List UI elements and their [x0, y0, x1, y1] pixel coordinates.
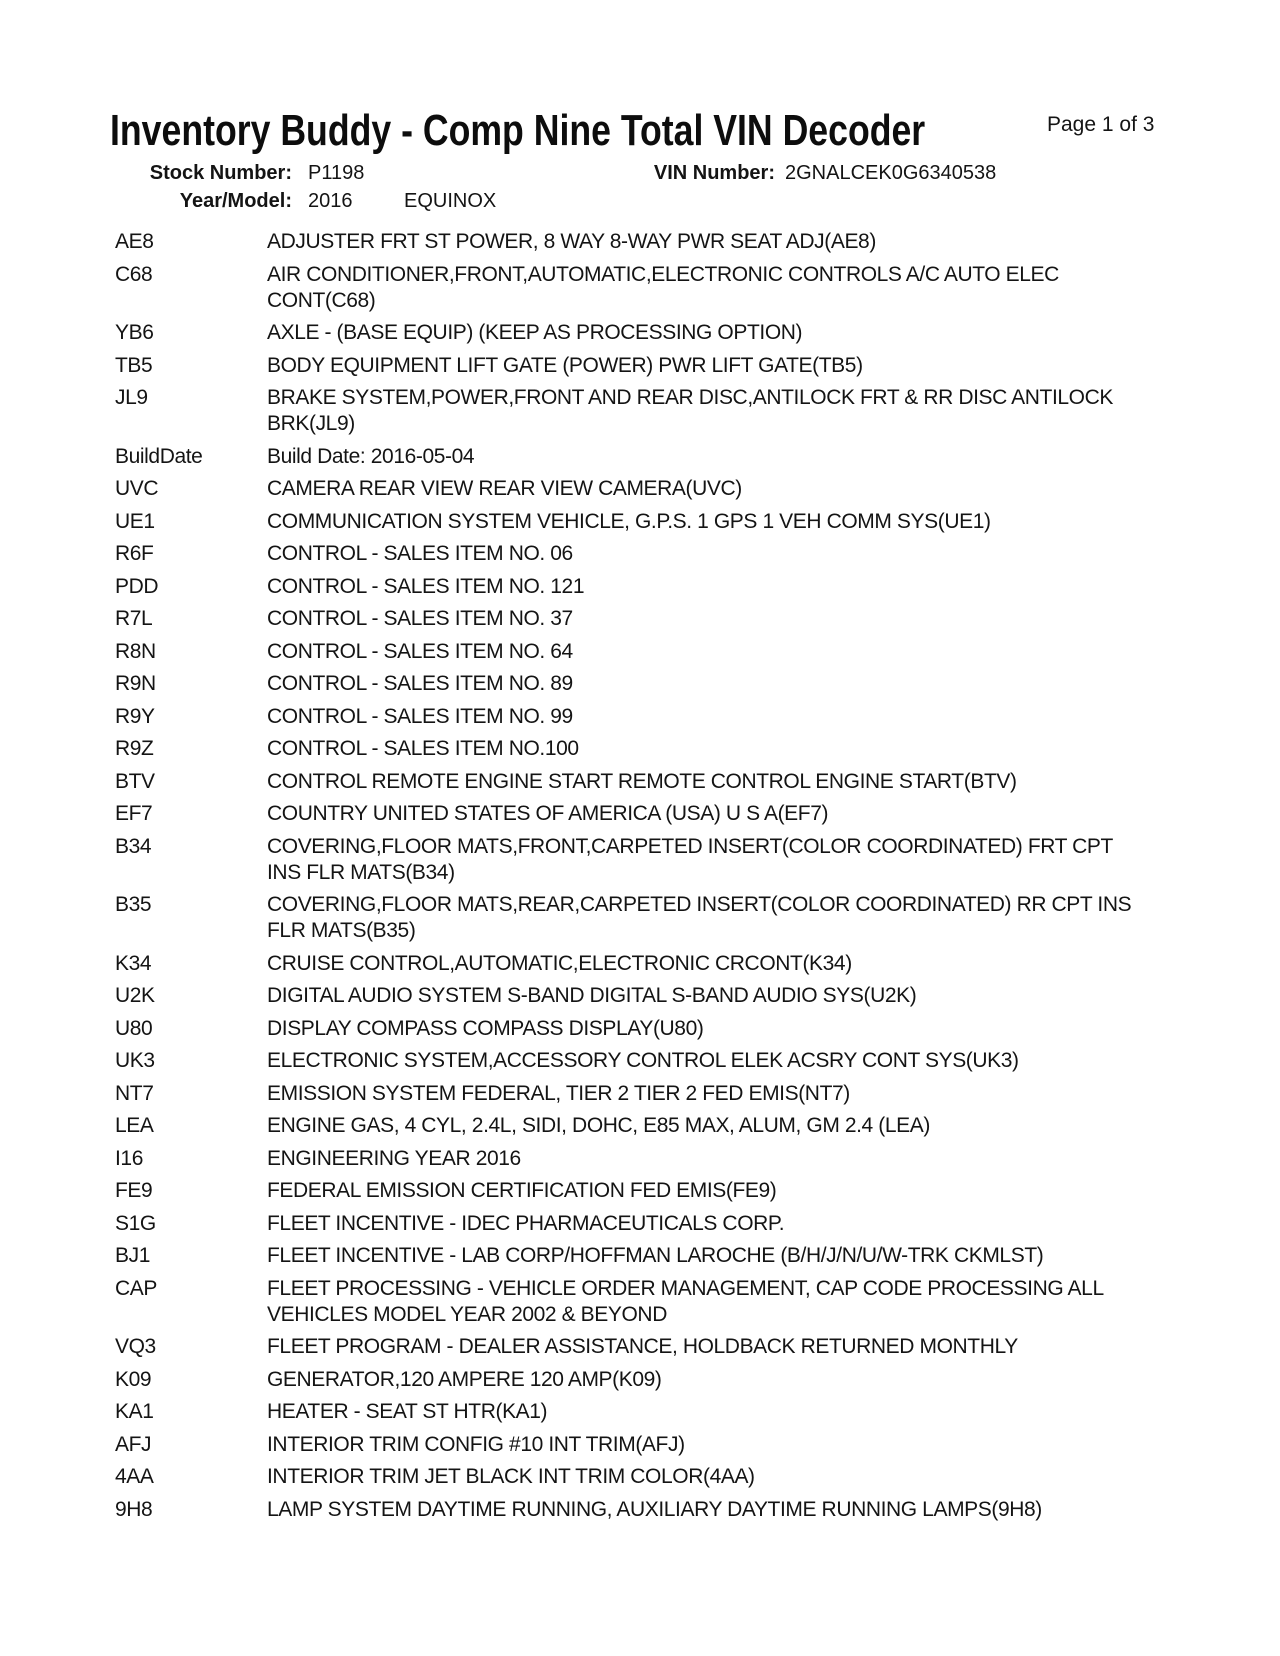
option-description: FLEET INCENTIVE - LAB CORP/HOFFMAN LAROCHE (B/H/J/N/U/W-TRK CKMLST): [267, 1244, 1044, 1267]
option-row: [115, 892, 1235, 944]
option-code: 9H8: [115, 1497, 153, 1521]
option-row: [115, 1497, 1235, 1523]
option-description: AIR CONDITIONER,FRONT,AUTOMATIC,ELECTRONIC CONTROLS A/C AUTO ELEC CONT(C68): [267, 262, 1059, 312]
option-code: R8N: [115, 639, 156, 663]
option-code: K09: [115, 1367, 152, 1391]
option-row: [115, 1464, 1235, 1490]
option-code: PDD: [115, 574, 159, 598]
option-description: CONTROL - SALES ITEM NO. 99: [267, 704, 573, 728]
option-description: LAMP SYSTEM DAYTIME RUNNING, AUXILIARY DAYTIME RUNNING LAMPS(9H8): [267, 1497, 1042, 1521]
option-code: B34: [115, 834, 152, 858]
year-model-label: Year/Model:: [179, 190, 292, 212]
option-code: R6F: [115, 542, 154, 565]
page-title: Inventory Buddy - Comp Nine Total VIN Decoder: [110, 106, 926, 155]
option-code-list: [115, 229, 1235, 1529]
option-code: R9Z: [115, 737, 154, 760]
option-row: [115, 1367, 1235, 1393]
option-description: FLEET INCENTIVE - IDEC PHARMACEUTICALS CORP.: [267, 1211, 785, 1235]
option-row: [115, 1048, 1235, 1074]
option-row: [115, 801, 1235, 827]
option-code: AE8: [115, 230, 154, 253]
option-code: I16: [115, 1146, 143, 1170]
option-row: [115, 1243, 1235, 1269]
option-description: GENERATOR,120 AMPERE 120 AMP(K09): [267, 1367, 662, 1391]
option-row: [115, 1211, 1235, 1237]
option-row: [115, 320, 1235, 346]
option-description: FEDERAL EMISSION CERTIFICATION FED EMIS(FE9): [267, 1179, 777, 1202]
option-code: UK3: [115, 1049, 155, 1072]
option-description: BRAKE SYSTEM,POWER,FRONT AND REAR DISC,ANTILOCK FRT & RR DISC ANTILOCK BRK(JL9): [267, 386, 1113, 435]
option-description: CONTROL - SALES ITEM NO. 37: [267, 607, 573, 630]
option-row: [115, 983, 1235, 1009]
option-row: [115, 1113, 1235, 1139]
option-code: LEA: [115, 1114, 154, 1137]
option-code: R7L: [115, 607, 153, 630]
option-description: DISPLAY COMPASS COMPASS DISPLAY(U80): [267, 1016, 704, 1040]
option-description: COMMUNICATION SYSTEM VEHICLE, G.P.S. 1 GPS 1 VEH COMM SYS(UE1): [267, 509, 991, 533]
option-row: [115, 1399, 1235, 1425]
option-code: 4AA: [115, 1465, 154, 1488]
page-number-indicator: Page 1 of 3: [1047, 113, 1155, 136]
option-row: [115, 1146, 1235, 1172]
option-description: CONTROL - SALES ITEM NO. 64: [267, 639, 573, 663]
option-code: R9N: [115, 672, 156, 695]
option-code: YB6: [115, 321, 154, 344]
option-description: CAMERA REAR VIEW REAR VIEW CAMERA(UVC): [267, 477, 742, 500]
option-code: BTV: [115, 769, 155, 793]
vin-number-label: VIN Number:: [653, 162, 775, 184]
option-code: TB5: [115, 353, 153, 377]
option-code: EF7: [115, 802, 153, 825]
option-code: FE9: [115, 1179, 153, 1202]
option-description: ADJUSTER FRT ST POWER, 8 WAY 8-WAY PWR SEAT ADJ(AE8): [267, 230, 876, 253]
option-description: AXLE - (BASE EQUIP) (KEEP AS PROCESSING OPTION): [267, 321, 803, 344]
option-code: U2K: [115, 984, 155, 1007]
option-row: [115, 541, 1235, 567]
option-code: C68: [115, 262, 153, 286]
option-description: CONTROL - SALES ITEM NO. 121: [267, 574, 585, 598]
option-code: JL9: [115, 386, 148, 409]
option-description: CRUISE CONTROL,AUTOMATIC,ELECTRONIC CRCONT(K34): [267, 951, 852, 975]
option-row: [115, 606, 1235, 632]
option-row: [115, 353, 1235, 379]
option-code: B35: [115, 893, 152, 916]
option-description: CONTROL REMOTE ENGINE START REMOTE CONTROL ENGINE START(BTV): [267, 769, 1017, 793]
option-row: [115, 704, 1235, 730]
option-description: Build Date: 2016-05-04: [267, 444, 475, 468]
option-row: [115, 444, 1235, 470]
option-code: R9Y: [115, 704, 155, 728]
option-row: [115, 736, 1235, 762]
option-row: [115, 476, 1235, 502]
option-row: [115, 1016, 1235, 1042]
option-description: BODY EQUIPMENT LIFT GATE (POWER) PWR LIFT GATE(TB5): [267, 353, 863, 377]
option-row: [115, 639, 1235, 665]
option-description: CONTROL - SALES ITEM NO. 89: [267, 672, 573, 695]
option-row: [115, 671, 1235, 697]
option-row: [115, 574, 1235, 600]
option-row: [115, 1178, 1235, 1204]
option-row: [115, 769, 1235, 795]
option-description: HEATER - SEAT ST HTR(KA1): [267, 1400, 548, 1423]
option-row: [115, 262, 1235, 314]
option-row: [115, 229, 1235, 255]
option-description: CONTROL - SALES ITEM NO.100: [267, 737, 579, 760]
stock-number-label: Stock Number:: [149, 162, 292, 184]
option-row: [115, 1432, 1235, 1458]
option-description: INTERIOR TRIM CONFIG #10 INT TRIM(AFJ): [267, 1432, 685, 1456]
option-code: VQ3: [115, 1335, 156, 1358]
option-code: BuildDate: [115, 444, 203, 468]
option-code: BJ1: [115, 1244, 150, 1267]
option-description: COVERING,FLOOR MATS,REAR,CARPETED INSERT(COLOR COORDINATED) RR CPT INS FLR MATS(B35): [267, 893, 1132, 942]
option-row: [115, 951, 1235, 977]
option-description: FLEET PROGRAM - DEALER ASSISTANCE, HOLDBACK RETURNED MONTHLY: [267, 1335, 1018, 1358]
option-code: CAP: [115, 1276, 157, 1300]
option-description: INTERIOR TRIM JET BLACK INT TRIM COLOR(4AA): [267, 1465, 755, 1488]
option-description: COUNTRY UNITED STATES OF AMERICA (USA) U S A(EF7): [267, 802, 829, 825]
vin-number-value: 2GNALCEK0G6340538: [785, 162, 997, 184]
stock-number-value: P1198: [308, 162, 365, 184]
option-row: [115, 509, 1235, 535]
option-description: ELECTRONIC SYSTEM,ACCESSORY CONTROL ELEK ACSRY CONT SYS(UK3): [267, 1049, 1019, 1072]
option-code: AFJ: [115, 1432, 152, 1456]
model-value: EQUINOX: [404, 190, 497, 212]
option-code: NT7: [115, 1081, 154, 1105]
option-row: [115, 1081, 1235, 1107]
option-row: [115, 1276, 1235, 1328]
option-description: DIGITAL AUDIO SYSTEM S-BAND DIGITAL S-BAND AUDIO SYS(U2K): [267, 984, 917, 1007]
option-code: UE1: [115, 509, 155, 533]
option-description: FLEET PROCESSING - VEHICLE ORDER MANAGEMENT, CAP CODE PROCESSING ALL VEHICLES MODEL YEAR 2002 & BEYOND: [267, 1276, 1104, 1326]
option-description: ENGINEERING YEAR 2016: [267, 1146, 521, 1170]
option-description: EMISSION SYSTEM FEDERAL, TIER 2 TIER 2 FED EMIS(NT7): [267, 1081, 850, 1105]
option-description: ENGINE GAS, 4 CYL, 2.4L, SIDI, DOHC, E85 MAX, ALUM, GM 2.4 (LEA): [267, 1114, 930, 1137]
year-value: 2016: [308, 190, 353, 212]
option-row: [115, 385, 1235, 437]
option-description: CONTROL - SALES ITEM NO. 06: [267, 542, 573, 565]
option-code: UVC: [115, 477, 159, 500]
option-row: [115, 834, 1235, 886]
option-code: KA1: [115, 1400, 154, 1423]
option-code: U80: [115, 1016, 153, 1040]
option-code: S1G: [115, 1211, 156, 1235]
option-code: K34: [115, 951, 152, 975]
option-description: COVERING,FLOOR MATS,FRONT,CARPETED INSERT(COLOR COORDINATED) FRT CPT INS FLR MATS(B34): [267, 834, 1113, 884]
option-row: [115, 1334, 1235, 1360]
